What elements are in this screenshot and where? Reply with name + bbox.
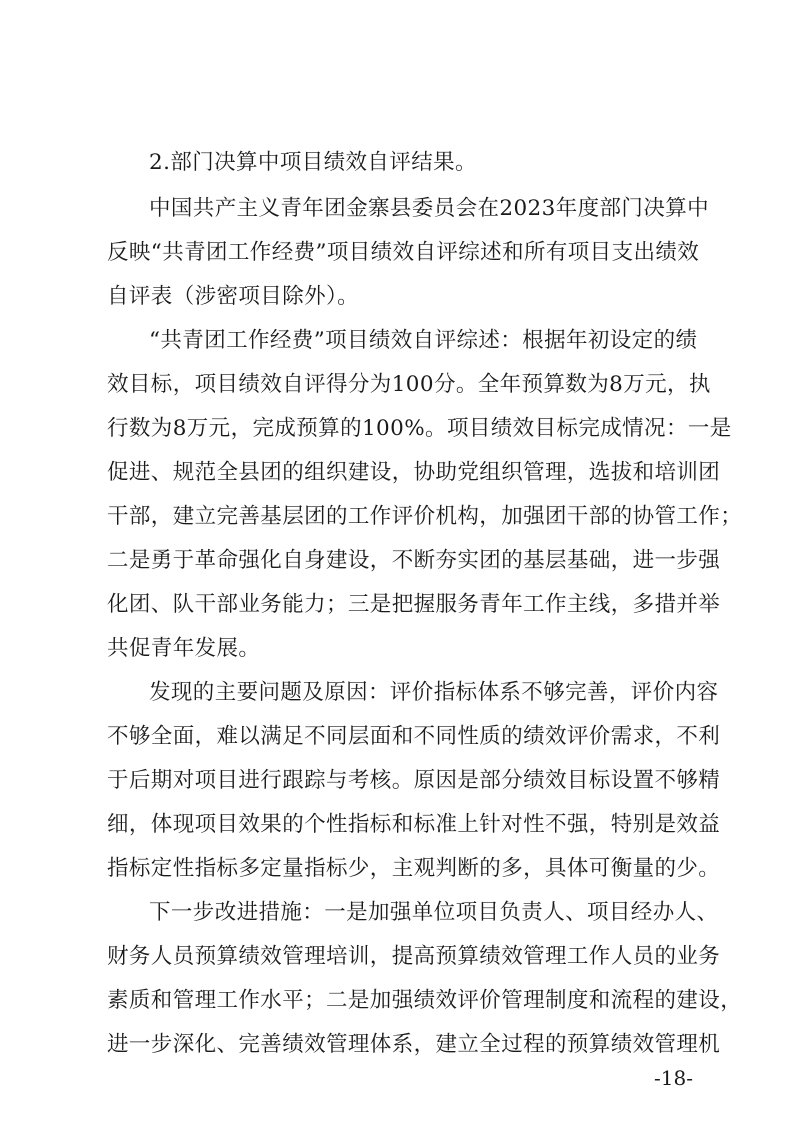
paragraph-line: “共青团工作经费”项目绩效自评综述：根据年初设定的绩 [149, 328, 698, 353]
paragraph-line: 下一步改进措施：一是加强单位项目负责人、项目经办人、 [149, 900, 719, 925]
paragraph-line: 发现的主要问题及原因：评价指标体系不够完善，评价内容 [149, 680, 719, 705]
paragraph-line: 反映“共青团工作经费”项目绩效自评综述和所有项目支出绩效 [107, 240, 700, 265]
paragraph-line: 于后期对项目进行跟踪与考核。原因是部分绩效目标设置不够精 [107, 768, 721, 793]
page-number: -18- [654, 1066, 693, 1090]
paragraph-line: 促进、规范全县团的组织建设，协助党组织管理，选拔和培训团 [107, 460, 721, 485]
paragraph-line: 干部，建立完善基层团的工作评价机构，加强团干部的协管工作； [107, 504, 743, 529]
paragraph-line: 共促青年发展。 [107, 636, 261, 661]
paragraph-line: 素质和管理工作水平；二是加强绩效评价管理制度和流程的建设， [107, 988, 743, 1013]
paragraph-line: 进一步深化、完善绩效管理体系，建立全过程的预算绩效管理机 [107, 1032, 721, 1057]
paragraph-line: 指标定性指标多定量指标少，主观判断的多，具体可衡量的少。 [107, 856, 721, 881]
paragraph-line: 效目标，项目绩效自评得分为100分。全年预算数为8万元，执 [107, 372, 711, 397]
paragraph-line: 行数为8万元，完成预算的100%。项目绩效目标完成情况：一是 [107, 416, 732, 441]
paragraph-line: 化团、队干部业务能力；三是把握服务青年工作主线，多措并举 [107, 592, 721, 617]
section-heading: 2.部门决算中项目绩效自评结果。 [149, 150, 477, 175]
paragraph-line: 细，体现项目效果的个性指标和标准上针对性不强，特别是效益 [107, 812, 721, 837]
paragraph-line: 二是勇于革命强化自身建设，不断夯实团的基层基础，进一步强 [107, 548, 721, 573]
paragraph-line: 自评表（涉密项目除外）。 [107, 284, 360, 309]
paragraph-line: 财务人员预算绩效管理培训，提高预算绩效管理工作人员的业务 [107, 944, 721, 969]
paragraph-line: 不够全面，难以满足不同层面和不同性质的绩效评价需求，不利 [107, 724, 721, 749]
paragraph-line: 中国共产主义青年团金寨县委员会在2023年度部门决算中 [149, 196, 710, 221]
